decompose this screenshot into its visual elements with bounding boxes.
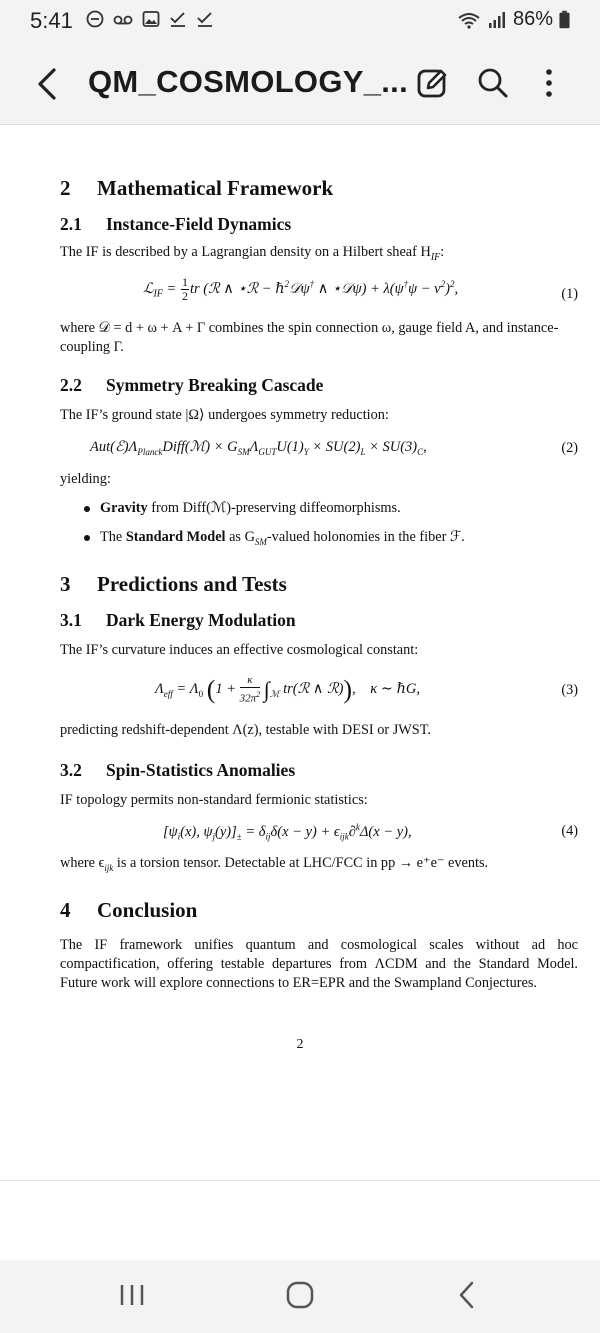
subsection-heading: 2.1 Instance-Field Dynamics: [60, 214, 292, 234]
page-number: 2: [296, 1037, 304, 1052]
do-not-disturb-icon: [86, 10, 104, 28]
signal-icon: [487, 11, 507, 29]
document-title: QM_COSMOLOGY_...: [88, 64, 409, 99]
paragraph: IF topology permits non-standard fermionic statistics:: [60, 792, 368, 808]
section-heading: 4 Conclusion: [60, 898, 198, 922]
paragraph: The IF is described by a Lagrangian density on a Hilbert sheaf $H_{IF}$:: [60, 244, 445, 263]
more-options-icon[interactable]: [530, 64, 568, 102]
paragraph: yielding:: [60, 471, 111, 487]
equation-number: (2): [561, 440, 578, 456]
status-time: 5:41: [30, 8, 73, 33]
bullet-item: Gravity from Diff(ℳ)-preserving diffeomorphisms.: [84, 499, 600, 518]
section-heading: 2 Mathematical Framework: [60, 176, 334, 200]
equation-cosmological-constant: $\Lambda_{eff} = \Lambda_0$ (1 + $\frac{\kappa}{32\pi^2}$ $\int_ℳ$ tr(ℛ ∧ ℛ)), κ ∼ ℏG,: [155, 674, 421, 705]
equation-number: (1): [561, 286, 578, 302]
battery-icon: [559, 10, 570, 29]
bullet-item: The Standard Model as $G_{SM}$-valued holonomies in the fiber ℱ.: [84, 528, 600, 552]
equation-lagrangian: ℒ$_{IF}$ = $\frac{1}{2}$ tr (ℛ ∧ ⋆ℛ − ℏ$^2$𝒟ψ† ∧ ⋆𝒟ψ) + $\lambda(\psi^\dagger\psi - v^2)^2$,: [143, 275, 459, 303]
navigation-bar: [0, 1260, 600, 1333]
equation-symmetry-cascade: $Aut(ℰ)\Lambda_{Planck}Diff(ℳ) \times G_{SM}\Lambda_{GUT}U(1)_Y \times SU(2)_L \times SU(3)_C$,: [90, 439, 427, 457]
battery-percent: 86%: [512, 8, 553, 30]
pdf-page[interactable]: [0, 125, 600, 1180]
subsection-heading: 2.2 Symmetry Breaking Cascade: [60, 375, 324, 395]
gallery-icon: [142, 10, 160, 28]
paragraph: where 𝒟 = d + ω + A + Γ combines the spin connection ω, gauge field A, and instance-coupling Γ.: [60, 320, 559, 355]
app-bar: [0, 44, 600, 125]
status-bar: [0, 0, 600, 44]
paragraph: predicting redshift-dependent Λ(z), testable with DESI or JWST.: [60, 722, 431, 738]
back-icon[interactable]: [448, 1278, 488, 1312]
equation-spin-statistics: [$\psi_i(x)$, $\psi_j(y)]_\pm = \delta_{ij}\delta(x - y) + \epsilon_{ijk}\partial^k\Delta(x - y)$,: [163, 822, 412, 842]
equation-number: (4): [561, 823, 578, 839]
voicemail-icon: [113, 10, 133, 28]
check-icon: [169, 10, 187, 28]
paragraph: where $\epsilon_{ijk}$ is a torsion tensor. Detectable at LHC/FCC in pp → e⁺e⁻ events.: [60, 855, 489, 873]
equation-number: (3): [561, 682, 578, 698]
check-icon: [196, 10, 214, 28]
search-icon[interactable]: [474, 64, 512, 102]
edit-icon[interactable]: [414, 64, 452, 102]
back-arrow-icon[interactable]: [28, 62, 68, 106]
viewer-bottom-area: [0, 1180, 600, 1261]
paragraph: The IF framework unifies quantum and cosmological scales without ad hoc compactification, offering testable departures from ΛCDM and the Standard Model. Future work will explore connections to ER=EPR and the Swampland Conjectures.: [60, 937, 578, 991]
paragraph: The IF’s ground state |Ω⟩ undergoes symmetry reduction:: [60, 407, 389, 423]
subsection-heading: 3.2 Spin-Statistics Anomalies: [60, 760, 296, 780]
recent-apps-icon[interactable]: [112, 1278, 152, 1312]
home-icon[interactable]: [280, 1278, 320, 1312]
subsection-heading: 3.1 Dark Energy Modulation: [60, 610, 296, 630]
wifi-icon: [457, 11, 481, 29]
paragraph: The IF’s curvature induces an effective cosmological constant:: [60, 642, 419, 658]
section-heading: 3 Predictions and Tests: [60, 572, 287, 596]
